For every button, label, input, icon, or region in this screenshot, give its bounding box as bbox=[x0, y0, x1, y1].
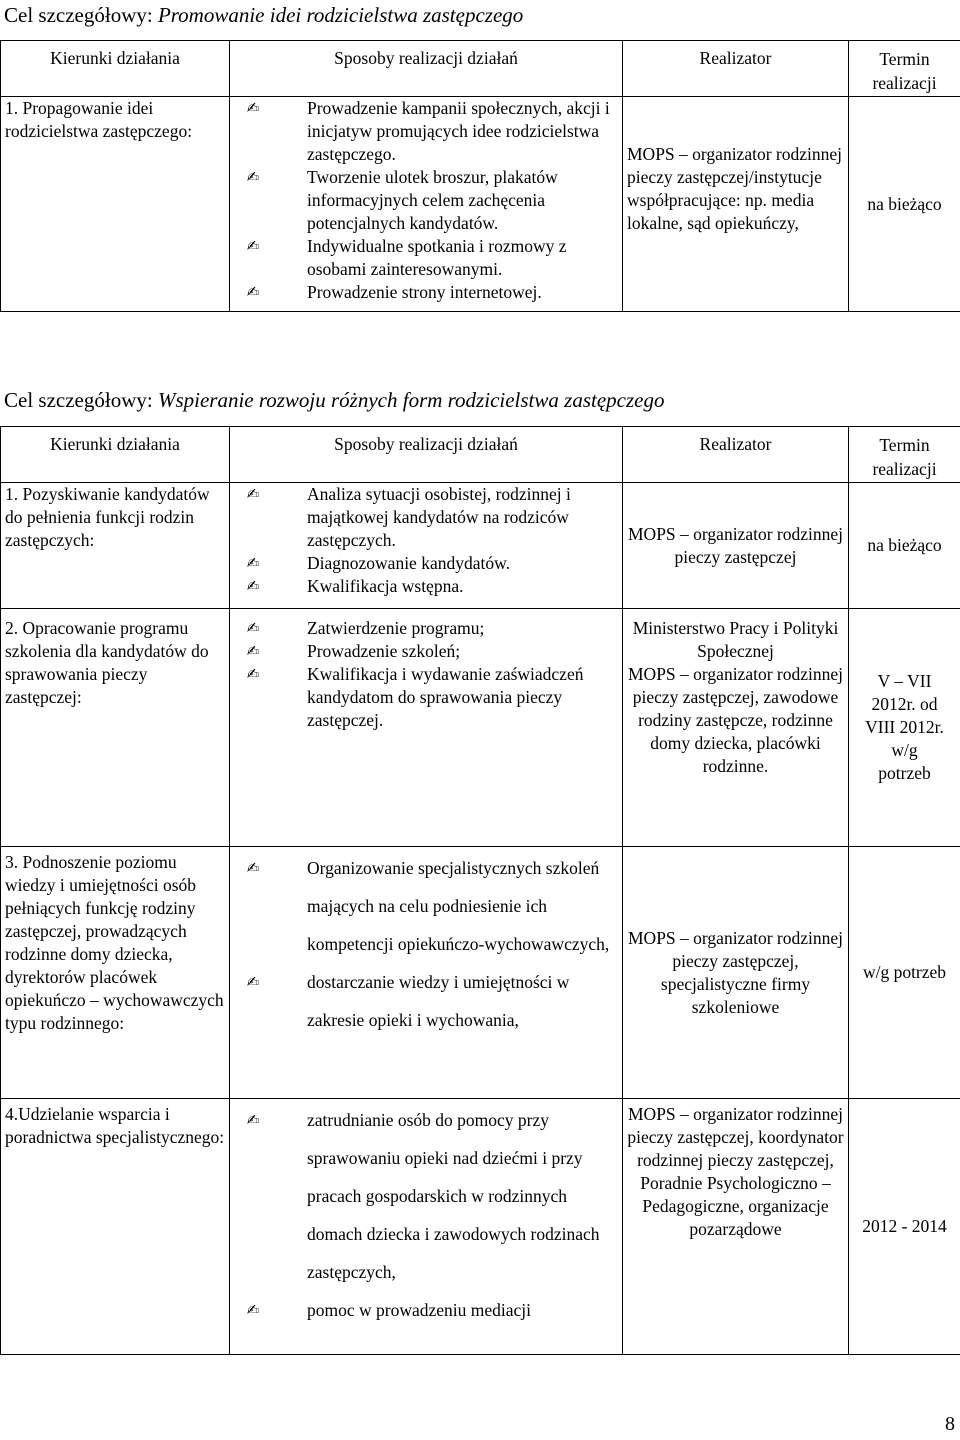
header-executor: Realizator bbox=[623, 427, 849, 483]
pointing-hand-icon: ✍ bbox=[246, 168, 260, 186]
list-item: ✍ Indywidualne spotkania i rozmowy z osobami zainteresowanymi. bbox=[234, 235, 618, 281]
term-cell: 2012 - 2014 bbox=[849, 1099, 960, 1355]
executor-cell bbox=[623, 609, 849, 847]
pointing-hand-icon: ✍ bbox=[246, 1301, 260, 1319]
header-directions: Kierunki działania bbox=[1, 41, 230, 97]
direction-cell: 1. Pozyskiwanie kandydatów do pełnienia funkcji rodzin zastępczych: bbox=[1, 483, 230, 609]
executor-cell: MOPS – organizator rodzinnej pieczy zastępczej bbox=[623, 483, 849, 609]
methods-cell bbox=[230, 97, 623, 312]
table-header-row bbox=[1, 41, 960, 97]
table-header-row bbox=[1, 427, 960, 483]
list-item: ✍ Diagnozowanie kandydatów. bbox=[234, 552, 618, 575]
list-item: ✍ Organizowanie specjalistycznych szkoleń mających na celu podniesienie ich kompetencji opiekuńczo-wychowawczych, bbox=[234, 849, 618, 963]
pointing-hand-icon: ✍ bbox=[246, 973, 260, 991]
header-term-line1: Termin bbox=[879, 435, 930, 455]
goal-heading-title: Promowanie idei rodzicielstwa zastępczego bbox=[157, 3, 524, 27]
executor-mops: MOPS – organizator rodzinnej pieczy zastępczej, zawodowe rodziny zastępcze, rodzinne domy dziecka, placówki rodzinne. bbox=[628, 664, 843, 776]
direction-cell: 2. Opracowanie programu szkolenia dla kandydatów do sprawowania pieczy zastępczej: bbox=[1, 609, 230, 847]
executor-cell: MOPS – organizator rodzinnej pieczy zastępczej, koordynator rodzinnej pieczy zastępczej, Poradnie Psychologiczno – Pedagogiczne, organizacje pozarządowe bbox=[623, 1099, 849, 1355]
pointing-hand-icon: ✍ bbox=[246, 237, 260, 255]
table-row bbox=[1, 97, 960, 312]
header-term-line2: realizacji bbox=[872, 459, 937, 479]
list-item: ✍ Tworzenie ulotek broszur, plakatów informacyjnych celem zachęcenia potencjalnych kandydatów. bbox=[234, 166, 618, 235]
page-number: 8 bbox=[945, 1413, 955, 1435]
executor-cell: MOPS – organizator rodzinnej pieczy zastępczej, specjalistyczne firmy szkoleniowe bbox=[623, 847, 849, 1099]
pointing-hand-icon: ✍ bbox=[246, 554, 260, 572]
methods-cell bbox=[230, 847, 623, 1099]
methods-list bbox=[234, 617, 618, 732]
direction-cell: 4.Udzielanie wsparcia i poradnictwa specjalistycznego: bbox=[1, 1099, 230, 1355]
goal-heading-2 bbox=[4, 387, 664, 413]
list-item: ✍ zatrudnianie osób do pomocy przy sprawowaniu opieki nad dziećmi i przy pracach gospodarskich w rodzinnych domach dziecka i zawodowych rodzinach zastępczych, bbox=[234, 1101, 618, 1291]
pointing-hand-icon: ✍ bbox=[246, 485, 260, 503]
header-term-line2: realizacji bbox=[872, 73, 937, 93]
goal-2-table bbox=[0, 426, 960, 1355]
term-cell: na bieżąco bbox=[849, 483, 960, 609]
pointing-hand-icon: ✍ bbox=[246, 577, 260, 595]
list-item: ✍ Kwalifikacja wstępna. bbox=[234, 575, 618, 598]
pointing-hand-icon: ✍ bbox=[246, 859, 260, 877]
goal-heading-1 bbox=[4, 2, 523, 28]
table-row bbox=[1, 483, 960, 609]
list-item: ✍ Prowadzenie kampanii społecznych, akcji i inicjatyw promujących idee rodzicielstwa zastępczego. bbox=[234, 97, 618, 166]
header-term bbox=[849, 41, 960, 97]
goal-1-table bbox=[0, 40, 960, 312]
table-row bbox=[1, 609, 960, 847]
goal-heading-title: Wspieranie rozwoju różnych form rodzicielstwa zastępczego bbox=[157, 388, 665, 412]
pointing-hand-icon: ✍ bbox=[246, 283, 260, 301]
list-item: ✍ Kwalifikacja i wydawanie zaświadczeń kandydatom do sprawowania pieczy zastępczej. bbox=[234, 663, 618, 732]
pointing-hand-icon: ✍ bbox=[246, 665, 260, 683]
header-term-line1: Termin bbox=[879, 49, 930, 69]
header-directions: Kierunki działania bbox=[1, 427, 230, 483]
term-cell: w/g potrzeb bbox=[849, 847, 960, 1099]
header-executor: Realizator bbox=[623, 41, 849, 97]
methods-list bbox=[234, 849, 618, 1039]
header-term bbox=[849, 427, 960, 483]
methods-list bbox=[234, 97, 618, 304]
direction-cell: 1. Propagowanie idei rodzicielstwa zastępczego: bbox=[1, 97, 230, 312]
methods-cell bbox=[230, 1099, 623, 1355]
executor-ministry: Ministerstwo Pracy i Polityki Społecznej bbox=[632, 618, 839, 661]
methods-cell bbox=[230, 609, 623, 847]
pointing-hand-icon: ✍ bbox=[246, 99, 260, 117]
list-item: ✍ Analiza sytuacji osobistej, rodzinnej i majątkowej kandydatów na rodziców zastępczych. bbox=[234, 483, 618, 552]
pointing-hand-icon: ✍ bbox=[246, 642, 260, 660]
term-cell: na bieżąco bbox=[849, 97, 960, 312]
header-methods: Sposoby realizacji działań bbox=[230, 41, 623, 97]
methods-list bbox=[234, 1101, 618, 1329]
header-methods: Sposoby realizacji działań bbox=[230, 427, 623, 483]
list-item: ✍ Prowadzenie szkoleń; bbox=[234, 640, 618, 663]
table-row bbox=[1, 1099, 960, 1355]
direction-cell: 3. Podnoszenie poziomu wiedzy i umiejętności osób pełniących funkcję rodziny zastępczej, prowadzących rodzinne domy dziecka, dyrektorów placówek opiekuńczo – wychowawczych typu rodzinnego: bbox=[1, 847, 230, 1099]
goal-heading-prefix: Cel szczegółowy: bbox=[4, 388, 158, 412]
list-item: ✍ Prowadzenie strony internetowej. bbox=[234, 281, 618, 304]
methods-list bbox=[234, 483, 618, 598]
methods-cell bbox=[230, 483, 623, 609]
term-cell: V – VII 2012r. od VIII 2012r. w/g potrzeb bbox=[849, 609, 960, 847]
list-item: ✍ pomoc w prowadzeniu mediacji bbox=[234, 1291, 618, 1329]
list-item: ✍ Zatwierdzenie programu; bbox=[234, 617, 618, 640]
goal-heading-prefix: Cel szczegółowy: bbox=[4, 3, 158, 27]
pointing-hand-icon: ✍ bbox=[246, 619, 260, 637]
list-item: ✍ dostarczanie wiedzy i umiejętności w zakresie opieki i wychowania, bbox=[234, 963, 618, 1039]
pointing-hand-icon: ✍ bbox=[246, 1111, 260, 1129]
executor-cell: MOPS – organizator rodzinnej pieczy zastępczej/instytucje współpracujące: np. media lokalne, sąd opiekuńczy, bbox=[623, 97, 849, 312]
table-row bbox=[1, 847, 960, 1099]
